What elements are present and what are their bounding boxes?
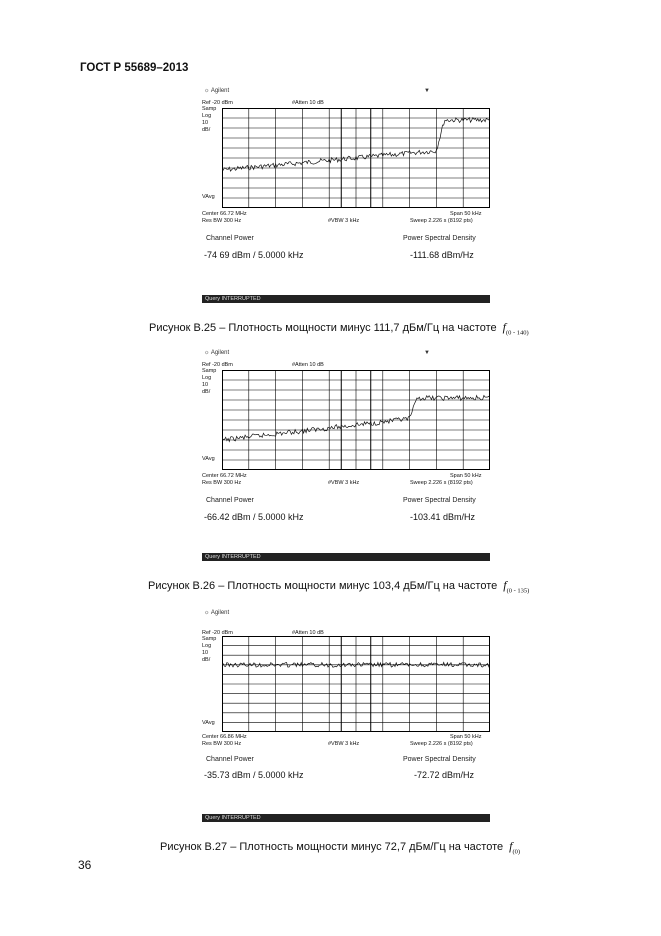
figure-caption-3: Рисунок В.27 – Плотность мощности минус 72,7 дБм/Гц на частоте $f_{(0)}$ (160, 839, 521, 856)
spectrum-panel-2 (200, 350, 490, 568)
channel-power-value: -66.42 dBm / 5.0000 kHz (204, 512, 304, 522)
video-bandwidth: #VBW 3 kHz (328, 741, 360, 747)
page-number: 36 (78, 858, 92, 872)
channel-power-value: -35.73 dBm / 5.0000 kHz (204, 770, 304, 780)
sweep-time: Sweep 2.226 s (8192 pts) (410, 741, 473, 747)
channel-power-label: Channel Power (206, 497, 254, 504)
vavg-label: VAvg (202, 720, 215, 726)
channel-power-label: Channel Power (206, 235, 254, 242)
psd-value: -72.72 dBm/Hz (414, 770, 475, 780)
psd-label: Power Spectral Density (403, 497, 476, 504)
span: Span 50 kHz (450, 473, 482, 479)
spectrum-panel-1 (200, 88, 490, 306)
video-bandwidth: #VBW 3 kHz (328, 218, 360, 224)
figure-caption-2: Рисунок В.26 – Плотность мощности минус 103,4 дБм/Гц на частоте $f_{(0 - 135)}$ (148, 578, 530, 595)
analyzer-title: ☼ Agilent ▼ (204, 88, 430, 94)
center-frequency: Center 66.72 MHz (202, 473, 247, 479)
span: Span 50 kHz (450, 211, 482, 217)
spectrum-grid (222, 108, 490, 208)
spectrum-grid (222, 370, 490, 470)
psd-label: Power Spectral Density (403, 756, 476, 763)
video-bandwidth: #VBW 3 kHz (328, 480, 360, 486)
marker-icon: ▼ (424, 350, 430, 356)
channel-power-label: Channel Power (206, 756, 254, 763)
ref-level: Ref -20 dBm (202, 100, 233, 106)
sweep-time: Sweep 2.226 s (8192 pts) (410, 218, 473, 224)
psd-label: Power Spectral Density (403, 235, 476, 242)
scale-labels: Samp Log 10 dB/ (202, 636, 217, 663)
attenuation: #Atten 10 dB (292, 100, 324, 106)
analyzer-title: ☼ Agilent (204, 610, 230, 616)
status-bar: Query INTERRUPTED (202, 814, 490, 822)
resolution-bandwidth: Res BW 300 Hz (202, 480, 242, 486)
attenuation: #Atten 10 dB (292, 362, 324, 368)
resolution-bandwidth: Res BW 300 Hz (202, 741, 242, 747)
channel-power-value: -74 69 dBm / 5.0000 kHz (204, 250, 304, 260)
status-bar: Query INTERRUPTED (202, 295, 490, 303)
psd-value: -103.41 dBm/Hz (410, 512, 476, 522)
analyzer-title: ☼ Agilent ▼ (204, 350, 430, 356)
scale-labels: Samp Log 10 dB/ (202, 106, 217, 133)
spectrum-grid (222, 636, 490, 732)
marker-icon: ▼ (424, 88, 430, 94)
document-header: ГОСТ Р 55689–2013 (80, 62, 189, 74)
vavg-label: VAvg (202, 456, 215, 462)
center-frequency: Center 66.86 MHz (202, 734, 247, 740)
vavg-label: VAvg (202, 194, 215, 200)
ref-level: Ref -20 dBm (202, 630, 233, 636)
sweep-time: Sweep 2.226 s (8192 pts) (410, 480, 473, 486)
ref-level: Ref -20 dBm (202, 362, 233, 368)
status-bar: Query INTERRUPTED (202, 553, 490, 561)
scale-labels: Samp Log 10 dB/ (202, 368, 217, 395)
center-frequency: Center 66.72 MHz (202, 211, 247, 217)
spectrum-panel-3 (200, 610, 490, 828)
span: Span 50 kHz (450, 734, 482, 740)
attenuation: #Atten 10 dB (292, 630, 324, 636)
psd-value: -111.68 dBm/Hz (410, 250, 474, 260)
figure-caption-1: Рисунок В.25 – Плотность мощности минус 111,7 дБм/Гц на частоте $f_{(0 - 140)}$ (149, 320, 529, 337)
resolution-bandwidth: Res BW 300 Hz (202, 218, 242, 224)
